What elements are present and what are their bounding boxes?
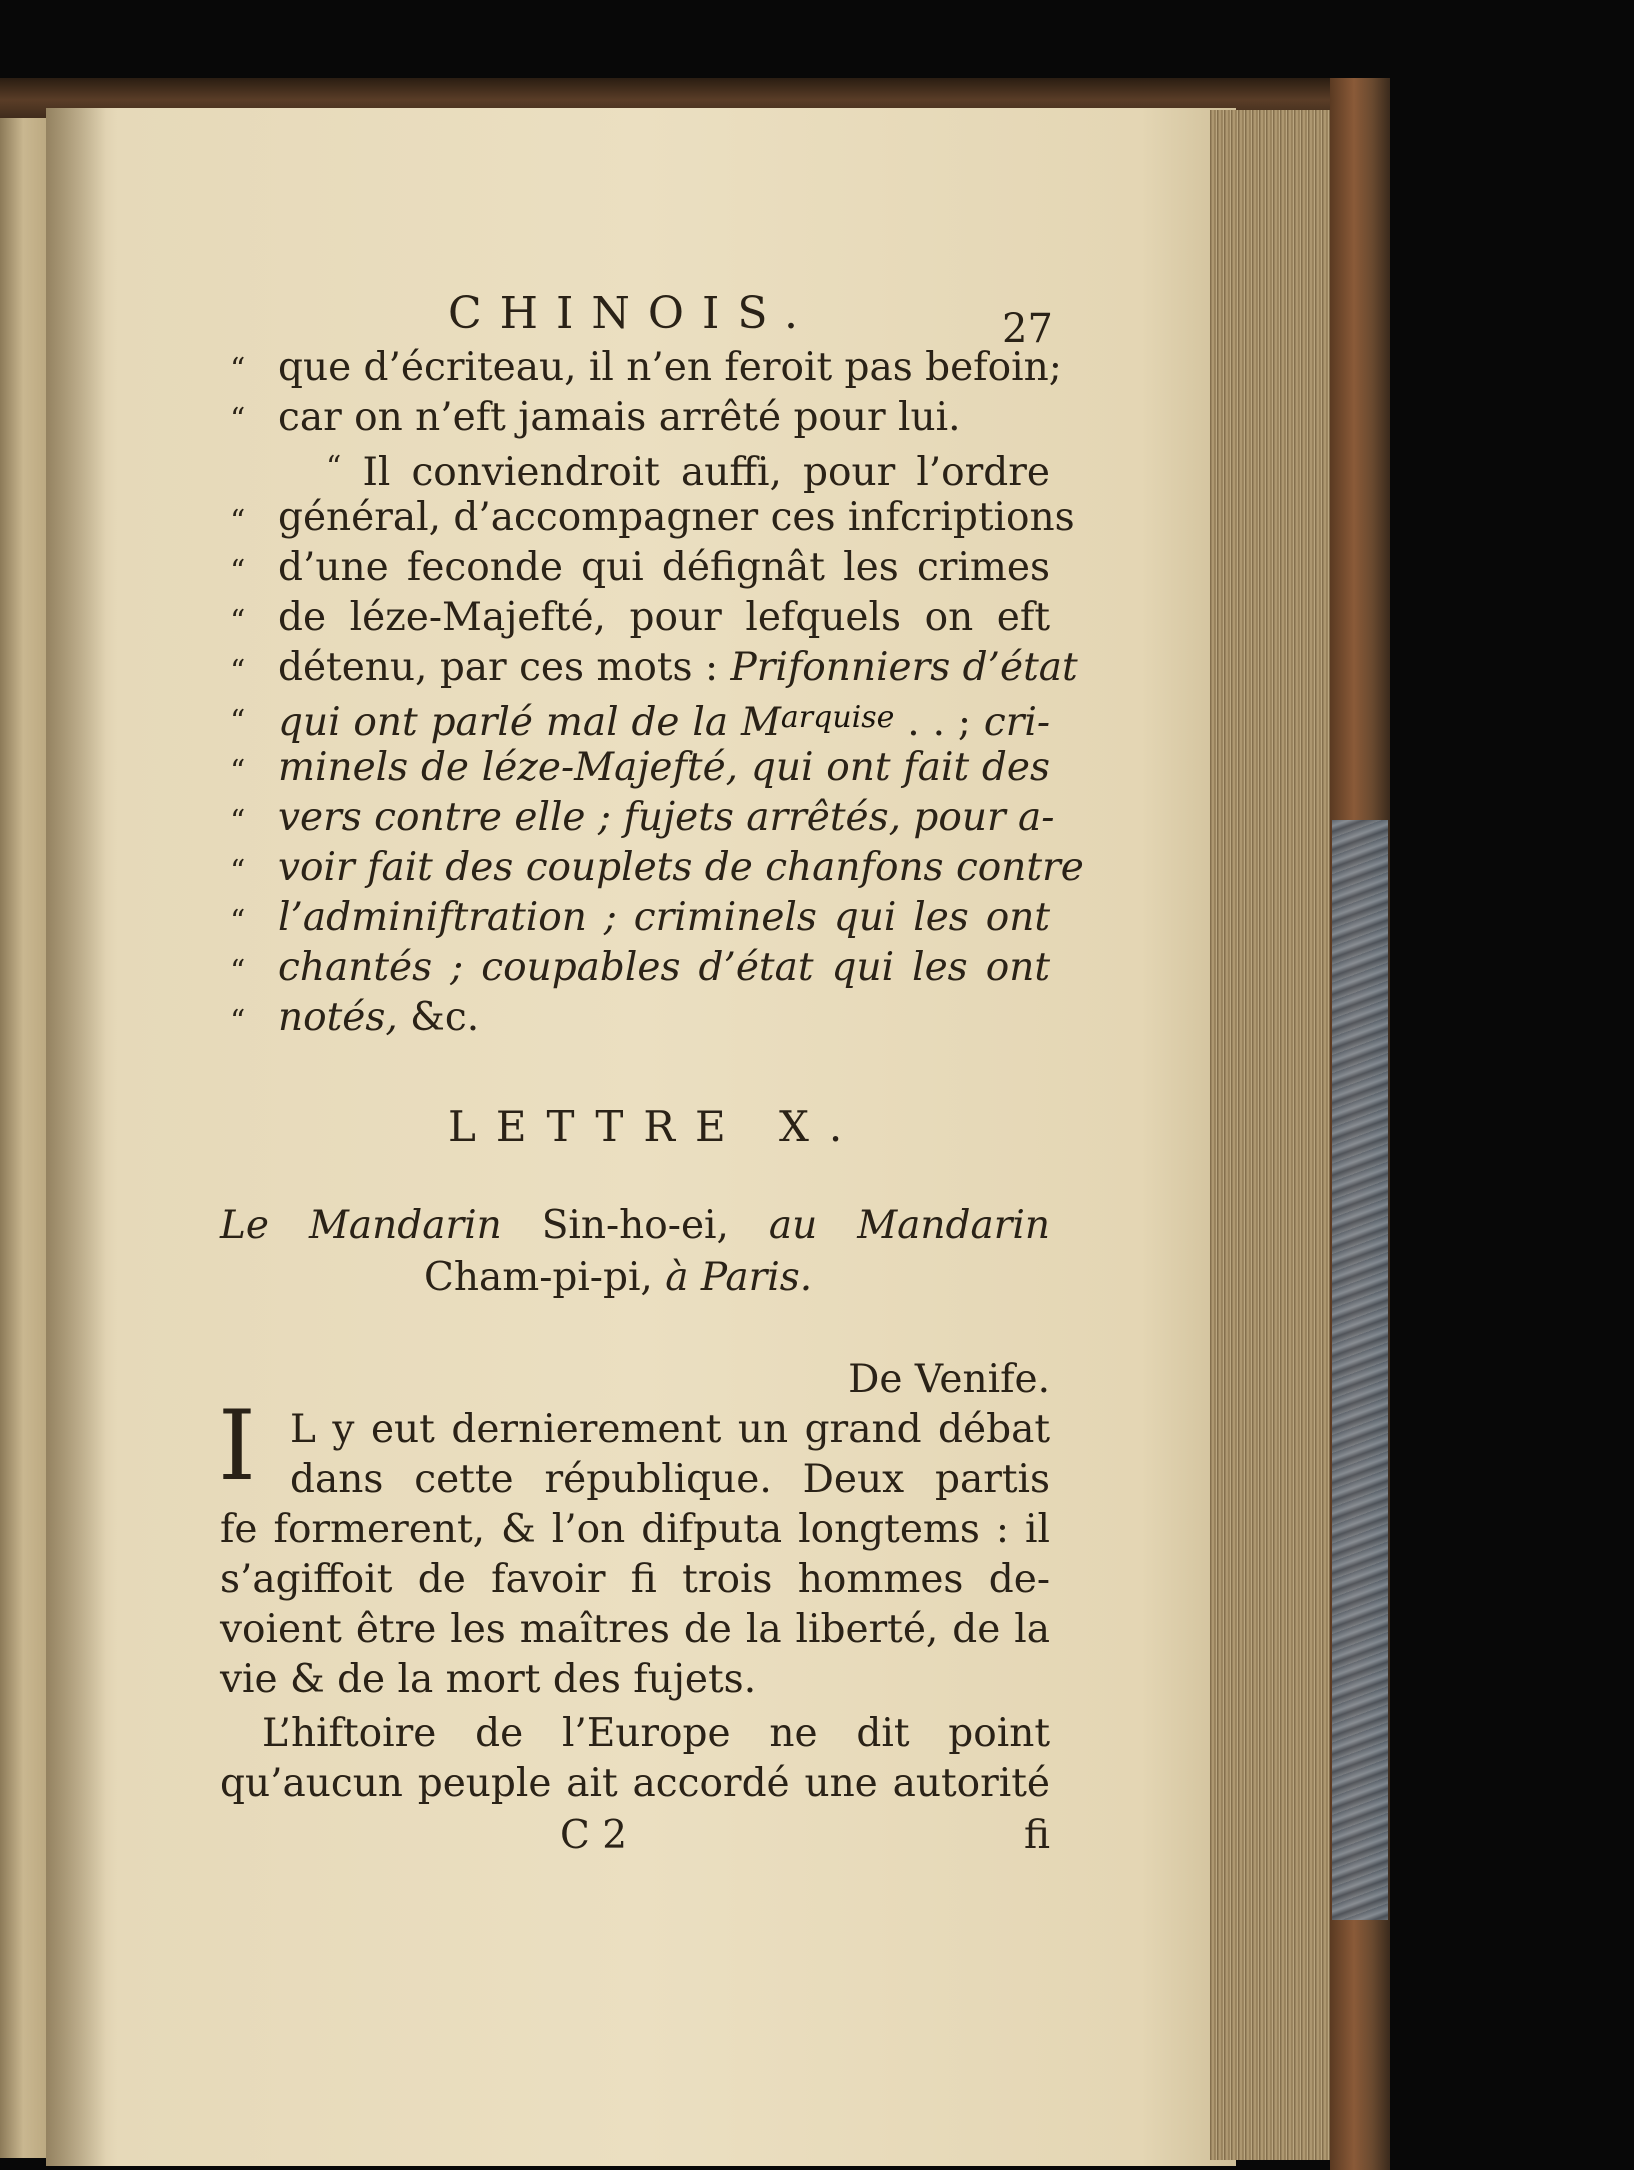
body-line: fe formerent, & l’on difputa longtems : il (220, 1507, 1050, 1552)
quote-mark: “ (230, 554, 246, 589)
italic-run: Prifonniers d’état (730, 645, 1078, 690)
dateline: De Venife. (848, 1357, 1050, 1402)
italic-line: vers contre elle ; fujets arrêtés, pour a- (278, 795, 1055, 840)
italic-run: Le Mandarin (220, 1203, 502, 1248)
quote-mark: “ (230, 804, 246, 839)
quote-mark: “ (230, 954, 246, 989)
text-line: général, d’accompagner ces infcriptions (278, 495, 1075, 540)
italic-line: l’adminiftration ; criminels qui les ont (278, 895, 1050, 940)
catchword: fi (1023, 1813, 1050, 1858)
text-run: Cham-pi-pi, (424, 1255, 653, 1300)
text-run: &c. (410, 995, 480, 1040)
letter-heading: LETTRE X. (448, 1102, 863, 1151)
body-line: qu’aucun peuple ait accordé une autorité (220, 1761, 1050, 1806)
italic-run: notés, (278, 995, 398, 1040)
italic-line: voir fait des couplets de chanfons contre (278, 845, 1084, 890)
quote-mark: “ (326, 450, 342, 485)
quote-mark: “ (230, 402, 246, 437)
address-line (424, 1256, 844, 1300)
text-line: d’une feconde qui défignât les crimes (278, 545, 1050, 590)
signature-mark: C 2 (560, 1813, 628, 1858)
quote-mark: “ (230, 604, 246, 639)
italic-run: à Paris. (665, 1255, 813, 1300)
quote-mark: “ (230, 854, 246, 889)
text-line (278, 696, 1050, 745)
quote-mark: “ (230, 704, 246, 739)
italic-run: qui ont parlé mal de la M (278, 700, 781, 745)
handwritten-annotation: arquise (780, 700, 895, 735)
drop-cap: I (218, 1390, 256, 1502)
quote-mark: “ (230, 504, 246, 539)
text-run: détenu, par ces mots : (278, 645, 719, 690)
ellipsis: . . ; (907, 700, 971, 745)
italic-run: au Mandarin (768, 1203, 1050, 1248)
body-line: voient être les maîtres de la liberté, de la (220, 1607, 1050, 1652)
text-line (326, 446, 1050, 495)
text-line: que d’écriteau, il n’en feroit pas befoin; (278, 345, 1062, 390)
page-gutter-shadow (46, 108, 106, 2166)
italic-line: minels de léze-Majefté, qui ont fait des (278, 745, 1050, 790)
page-number: 27 (1002, 306, 1053, 352)
italic-run: cri- (983, 700, 1051, 745)
text-line (278, 996, 678, 1040)
quote-mark: “ (230, 654, 246, 689)
quote-mark: “ (230, 904, 246, 939)
text-line (278, 645, 1078, 690)
italic-line: chantés ; coupables d’état qui les ont (278, 945, 1050, 990)
text-run: Sin-ho-ei, (541, 1203, 729, 1248)
body-line: dans cette république. Deux partis (290, 1457, 1050, 1502)
body-line: L’hiftoire de l’Europe ne dit point (262, 1711, 1050, 1756)
body-line: L y eut dernierement un grand débat (290, 1407, 1050, 1452)
page-block-edges (1210, 110, 1338, 2160)
text-line: Il conviendroit auffi, pour l’ordre (362, 450, 1050, 495)
address-line (220, 1204, 1050, 1248)
body-line: vie & de la mort des fujets. (220, 1657, 757, 1702)
quote-mark: “ (230, 1004, 246, 1039)
text-line: de léze-Majefté, pour lefquels on eft (278, 595, 1050, 640)
text-line: car on n’eft jamais arrêté pour lui. (278, 395, 961, 440)
marbled-cover (1332, 820, 1388, 1920)
quote-mark: “ (230, 754, 246, 789)
running-title: CHINOIS. (448, 288, 816, 339)
body-line: s’agiffoit de favoir fi trois hommes de- (220, 1557, 1050, 1602)
quote-mark: “ (230, 352, 246, 387)
facing-page-edge (0, 118, 52, 2158)
